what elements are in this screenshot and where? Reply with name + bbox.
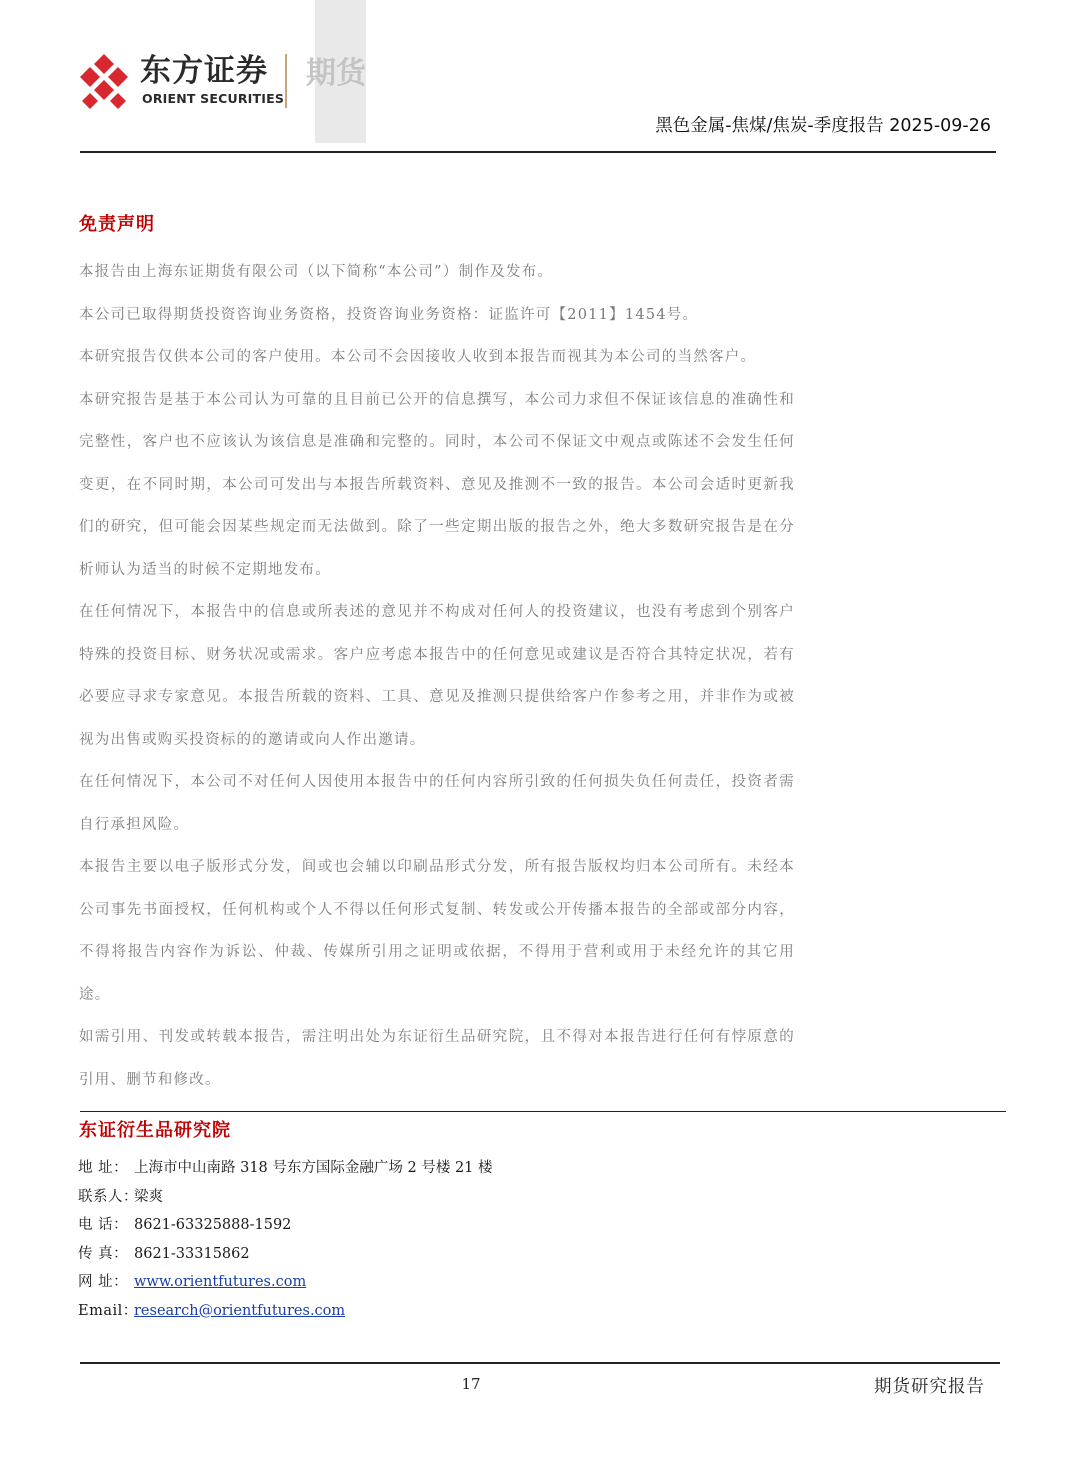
phone-value: 8621-63325888-1592	[134, 1217, 292, 1233]
report-meta: 黑色金属-焦煤/焦炭-季度报告 2025-09-26	[655, 116, 991, 136]
disclaimer-paragraph: 本公司已取得期货投资咨询业务资格，投资咨询业务资格：证监许可【2011】1454号。	[79, 306, 699, 323]
page-number: 17	[461, 1375, 481, 1393]
fax-row	[78, 1242, 493, 1271]
brand-name-en: ORIENT SECURITIES	[142, 91, 285, 106]
brand-subtitle: 期货	[306, 56, 366, 91]
disclaimer-paragraph: 本报告主要以电子版形式分发，间或也会辅以印刷品形式分发，所有报告版权均归本公司所有。未经本公司事先书面授权，任何机构或个人不得以任何形式复制、转发或公开传播本报告的全部或部分内容，不得将报告内容作为诉讼、仲裁、传媒所引用之证明或依据，不得用于营利或用于未经允许的其它用途。	[79, 859, 795, 1003]
disclaimer-paragraph: 在任何情况下，本报告中的信息或所表述的意见并不构成对任何人的投资建议，也没有考虑到个别客户特殊的投资目标、财务状况或需求。客户应考虑本报告中的任何意见或建议是否符合其特定状况，若有必要应寻求专家意见。本报告所载的资料、工具、意见及推测只提供给客户作参考之用，并非作为或被视为出售或购买投资标的的邀请或向人作出邀请。	[79, 604, 795, 748]
contact-person-label: 联系人：	[78, 1188, 138, 1205]
address-row	[78, 1156, 493, 1185]
contact-block	[78, 1156, 493, 1327]
disclaimer-paragraph: 本报告由上海东证期货有限公司（以下简称“本公司”）制作及发布。	[79, 264, 554, 280]
email-label: Email：	[78, 1302, 138, 1319]
contact-rule	[80, 1111, 1006, 1112]
disclaimer-paragraph: 在任何情况下，本公司不对任何人因使用本报告中的任何内容所引致的任何损失负任何责任，投资者需自行承担风险。	[79, 774, 795, 833]
footer-label: 期货研究报告	[874, 1377, 985, 1397]
disclaimer-paragraph: 本研究报告是基于本公司认为可靠的且目前已公开的信息撰写，本公司力求但不保证该信息的准确性和完整性，客户也不应该认为该信息是准确和完整的。同时，本公司不保证文中观点或陈述不会发生任何变更，在不同时期，本公司可发出与本报告所载资料、意见及推测不一致的报告。本公司会适时更新我们的研究，但可能会因某些规定而无法做到。除了一些定期出版的报告之外，绝大多数研究报告是在分析师认为适当的时候不定期地发布。	[79, 391, 795, 578]
phone-label: 电 话：	[78, 1217, 129, 1233]
website-link[interactable]: www.orientfutures.com	[134, 1274, 307, 1290]
website-label: 网 址：	[78, 1274, 129, 1290]
disclaimer-paragraph: 如需引用、刊发或转载本报告，需注明出处为东证衍生品研究院，且不得对本报告进行任何有悖原意的引用、删节和修改。	[79, 1029, 795, 1088]
disclaimer-body	[79, 251, 795, 1101]
disclaimer-title: 免责声明	[79, 214, 155, 235]
phone-row	[78, 1213, 493, 1242]
website-row	[78, 1270, 493, 1299]
institution-name: 东证衍生品研究院	[79, 1120, 231, 1141]
contact-person-value: 梁爽	[134, 1188, 163, 1205]
disclaimer-paragraph: 本研究报告仅供本公司的客户使用。本公司不会因接收人收到本报告而视其为本公司的当然客户。	[79, 349, 757, 365]
email-row	[78, 1299, 493, 1328]
address-value: 上海市中山南路 318 号东方国际金融广场 2 号楼 21 楼	[134, 1160, 493, 1176]
address-label: 地 址：	[78, 1160, 129, 1176]
brand-divider	[285, 54, 287, 108]
brand-name-cn: 东方证券	[140, 53, 268, 89]
fax-value: 8621-33315862	[134, 1245, 250, 1262]
fax-label: 传 真：	[78, 1245, 129, 1262]
orient-securities-logo-icon	[78, 52, 130, 110]
header-rule	[80, 151, 996, 153]
footer-rule	[80, 1362, 1000, 1364]
contact-person-row	[78, 1185, 493, 1214]
email-link[interactable]: research@orientfutures.com	[134, 1302, 346, 1319]
